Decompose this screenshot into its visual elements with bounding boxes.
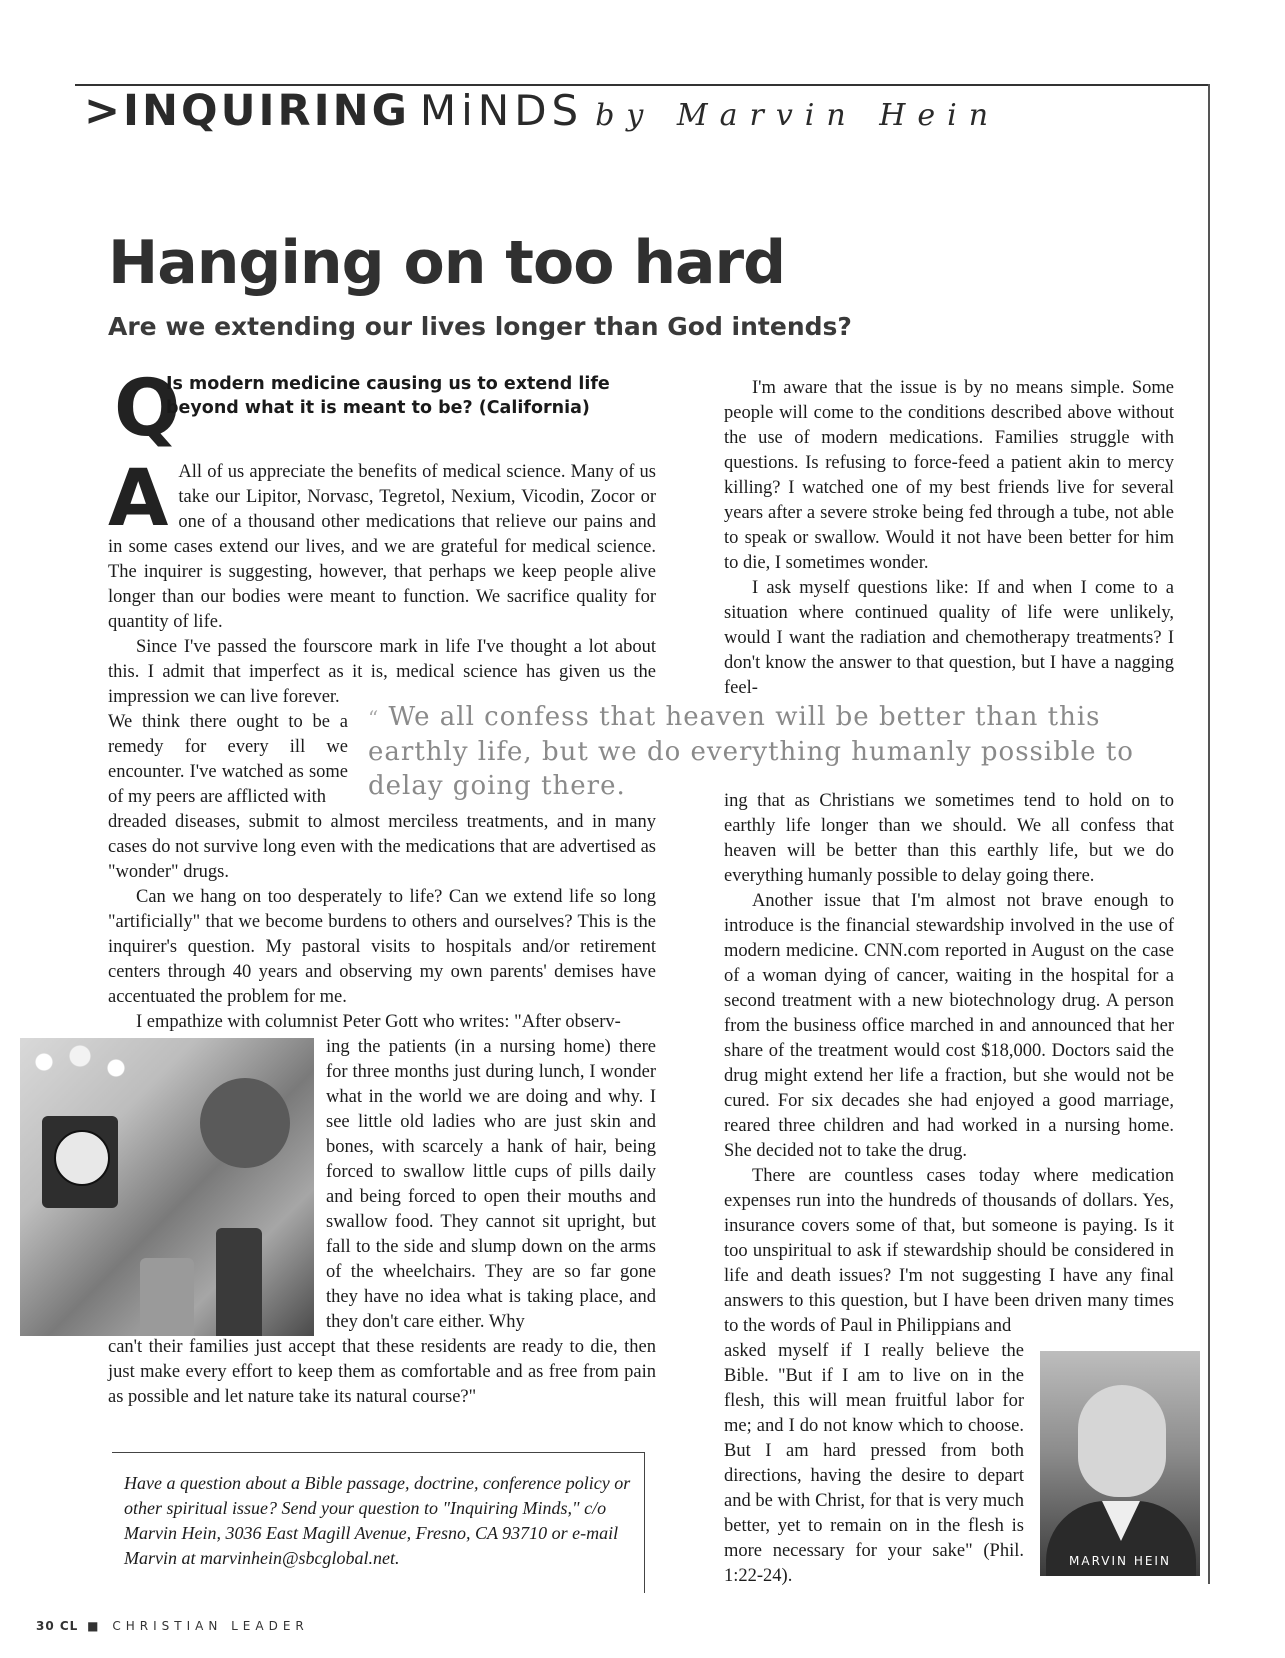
question-text: Is modern medicine causing us to extend life beyond what it is meant to be? (California) (166, 374, 610, 418)
right-paragraph-2: I ask myself questions like: If and when I come to a situation where continued quality of life were unlikely, would I want the radiation and chemotherapy treatments? I don't know the answer to that question, but I have a nagging feel- (724, 578, 1174, 698)
pullquote-gap (724, 701, 1174, 789)
paragraph-4a: I empathize with columnist Peter Gott who writes: "After observ- (136, 1012, 621, 1032)
page-number: 30 CL (36, 1619, 79, 1633)
paragraph-4b: ing the patients (in a nursing home) there for three months just during lunch, I wonder what in the world we are doing and why. I see little old ladies who are just skin and bones, with scarcely a hank of hair, being forced to swallow little cups of pills daily and being forced to open their mouths and swallow food. They cannot sit upright, but fall to the side and slump down on the arms of the wheelchairs. They are so far gone they have no idea what is taking place, and they don't care either. Why (326, 1037, 656, 1332)
right-paragraph-4: Another issue that I'm almost not brave enough to introduce is the financial stewardship involved in the use of modern medicine. CNN.com reported in August on the case of a woman dying of cancer, waiting in the hospital for a second treatment with a new biotechnology drug. A person from the business office marched in and announced that her share of the treatment would cost $18,000. Doctors said the drug might extend her life a fraction, but she would not be cured. For six decades she had enjoyed a good marriage, reared three children and had worked in a nursing home. She decided not to take the drug. (724, 891, 1174, 1161)
pills-shape (20, 1038, 140, 1098)
paragraph-3: Can we hang on too desperately to life? Can we extend life so long "artificially" that we become burdens to others and ourselves? This is the inquirer's question. My pastoral visits to hospitals and/or retirement centers through 40 years and observing my own parents' demises have accentuated the problem for me. (108, 887, 656, 1007)
medicine-photo (20, 1038, 314, 1336)
answer-block (108, 454, 656, 635)
paragraph-1: All of us appreciate the benefits of medical science. Many of us take our Lipitor, Norvasc, Tegretol, Nexium, Vicodin, Zocor or one of a thousand other medications that relieve our pains and in some cases extend our lives, and we are grateful for medical science. The inquirer is suggesting, however, that perhaps we keep people alive longer than our bodies were meant to function. We sacrifice quality for quantity of life. (108, 462, 656, 632)
right-paragraph-1: I'm aware that the issue is by no means simple. Some people will come to the conditions described above without the use of modern medications. Families struggle with questions. Is refusing to force-feed a patient akin to mercy killing? I watched one of my best friends live for several years after a severe stroke being fed through a tube, not able to speak or swallow. Would it not have been better for him to die, I sometimes wonder. (724, 378, 1174, 573)
article-subtitle: Are we extending our lives longer than God intends? (108, 312, 852, 341)
question-block (108, 364, 656, 454)
article-title: Hanging on too hard (108, 228, 786, 298)
paragraph-2b: We think there ought to be a remedy for every ill we encounter. I've watched as some of my peers are afflicted with (108, 712, 348, 807)
answer-dropcap: A (108, 454, 169, 544)
gauge-dial (54, 1130, 110, 1186)
mortar-shape (200, 1078, 290, 1168)
right-paragraph-3: ing that as Christians we sometimes tend to hold on to earthly life longer than we should. We all confess that heaven will be better than this earthly life, but we do everything humanly possible to delay going there. (724, 791, 1174, 886)
bottle-shape-dark (216, 1228, 262, 1336)
masthead-minds: MiNDS (419, 86, 584, 135)
pull-quote-mark: “ (368, 706, 380, 730)
masthead-arrow: > (84, 86, 124, 136)
question-submission-box (112, 1452, 645, 1593)
author-photo-caption: MARVIN HEIN (1069, 1554, 1171, 1568)
submission-instructions: Have a question about a Bible passage, doctrine, conference policy or other spiritual issue? Send your question to "Inquiring Minds," c/o Marvin Hein, 3036 East Magill Avenue, Fresno, CA 93710 or e-mail Marvin at marvinhein@sbcglobal.net. (124, 1473, 631, 1568)
author-head (1078, 1385, 1166, 1497)
right-paragraph-5: There are countless cases today where medication expenses run into the hundreds of thousands of dollars. Yes, insurance covers some of that, but someone is paying. Is it too unspiritual to ask if stewardship should be considered in life and death issues? I'm not suggesting I have any final answers to this question, but I have been driven many times to the words of Paul in Philippians and (724, 1166, 1174, 1336)
masthead-inquiring: INQUIRING (123, 86, 410, 136)
footer-separator: ■ (87, 1619, 104, 1633)
right-paragraph-6: asked myself if I really believe the Bible. "But if I am to live on in the flesh, this will mean fruitful labor for me; and I do not know which to choose. But I am hard pressed from both directions, having the desire to depart and be with Christ, for that is very much better, yet to remain on in the flesh is more necessary for your sake" (Phil. 1:22-24). (724, 1341, 1024, 1586)
right-rule (1208, 84, 1210, 1584)
column-masthead (84, 86, 1000, 138)
masthead-byline: by Marvin Hein (595, 98, 1001, 133)
bottle-shape (140, 1258, 194, 1336)
gauge-shape (42, 1116, 118, 1208)
paragraph-2c: dreaded diseases, submit to almost merciless treatments, and in many cases do not survive long even with the medications that are advertised as "wonder" drugs. (108, 812, 656, 882)
question-dropcap: Q (114, 364, 181, 454)
magazine-name: CHRISTIAN LEADER (112, 1619, 309, 1633)
pull-quote-text: We all confess that heaven will be better than this earthly life, but we do everything humanly possible to delay going there. (368, 702, 1134, 801)
page-footer (36, 1619, 309, 1633)
author-photo (1040, 1351, 1200, 1576)
paragraph-2a: Since I've passed the fourscore mark in life I've thought a lot about this. I admit that imperfect as it is, medical science has given us the impression we can live forever. (108, 637, 656, 707)
paragraph-4c: can't their families just accept that these residents are ready to die, then just make every effort to keep them as comfortable and as free from pain as possible and let nature take its natural course?" (108, 1337, 656, 1407)
